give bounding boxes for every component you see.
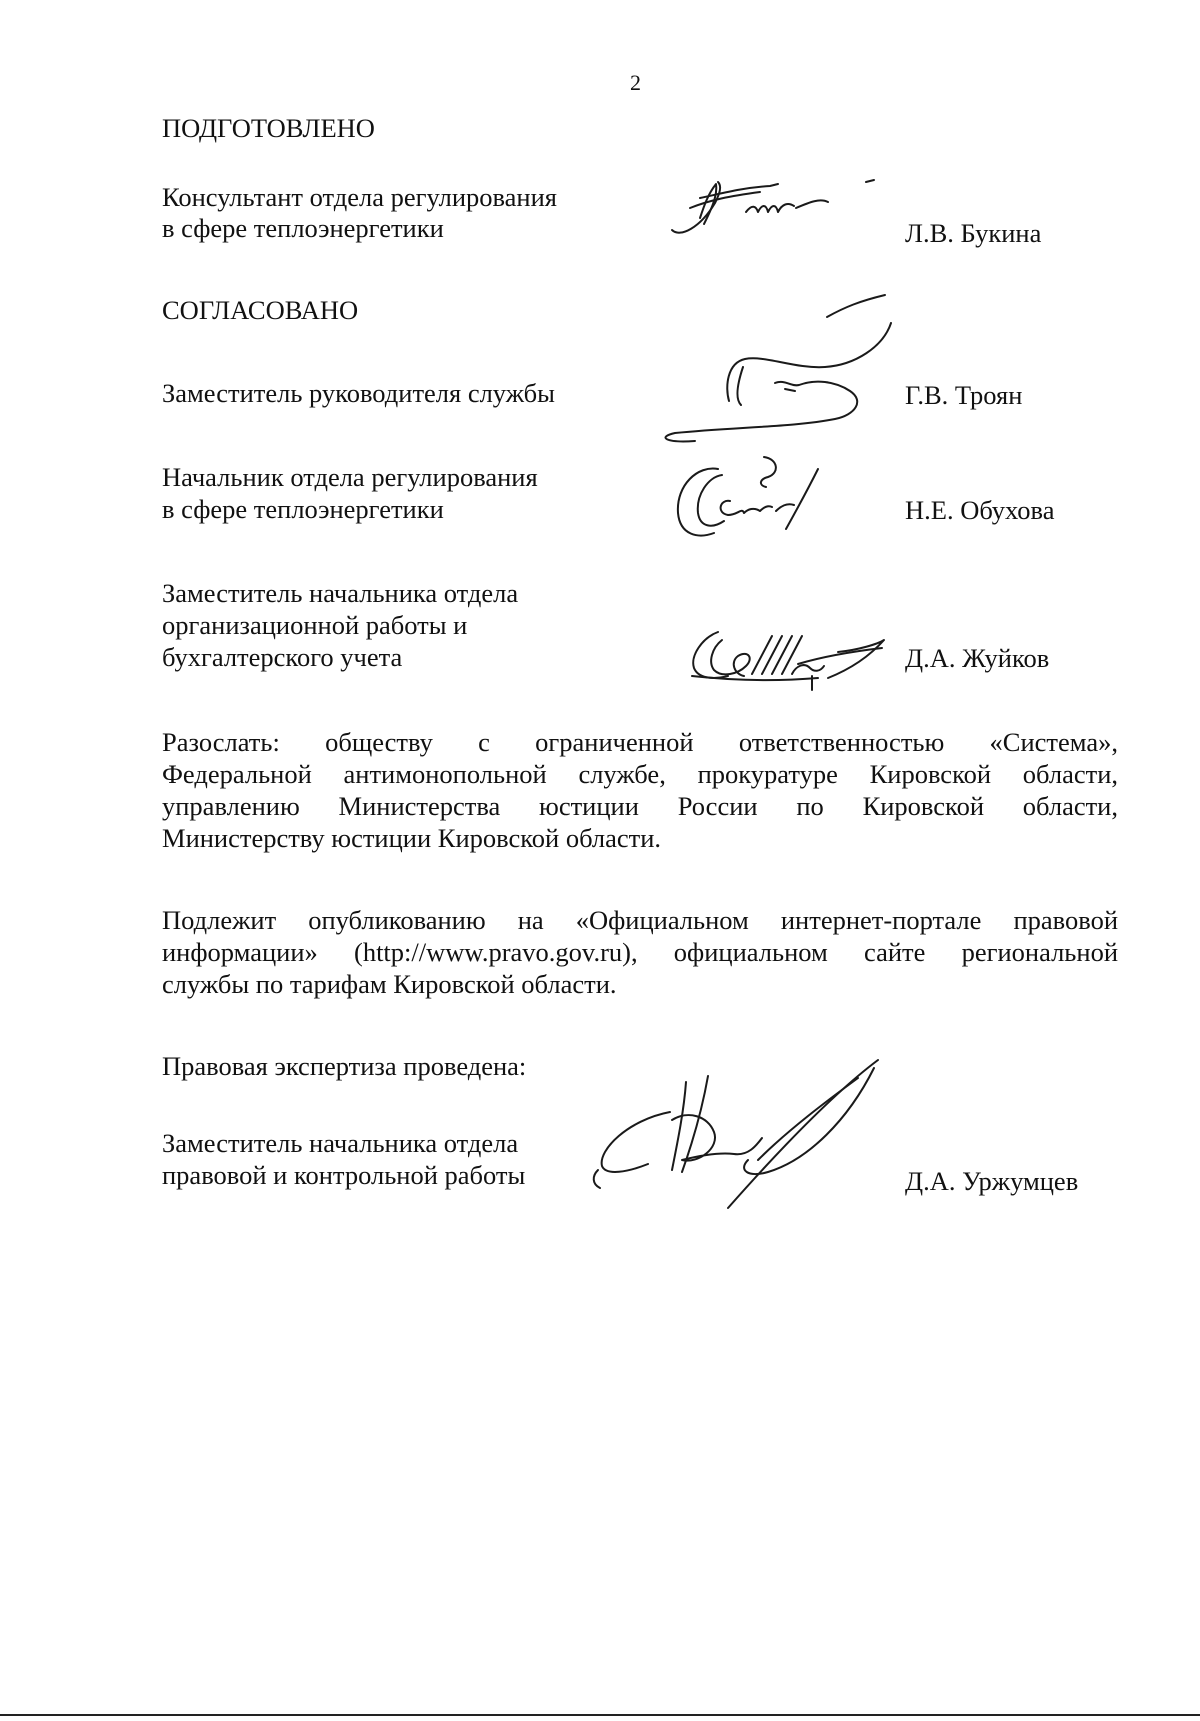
approver-2-name: Н.Е. Обухова [905,495,1055,525]
page-bottom-rule [0,1714,1200,1716]
signature-urzhumtsev [588,1060,888,1210]
legal-review-heading: Правовая экспертиза проведена: [162,1051,527,1081]
distribution-line: управлению Министерства юстиции России по Кировской области, [162,791,1118,821]
publication-line: Подлежит опубликованию на «Официальном интернет-портале правовой [162,905,1118,935]
legal-review-position-line1: Заместитель начальника отдела [162,1128,519,1158]
publication-line: информации» (http://www.pravo.gov.ru), официальном сайте региональной [162,937,1118,967]
legal-review-position-line2: правовой и контрольной работы [162,1160,526,1190]
distribution-paragraph [162,726,1118,854]
prepared-name: Л.В. Букина [905,218,1042,248]
prepared-heading: ПОДГОТОВЛЕНО [162,113,375,143]
prepared-position-line2: в сфере теплоэнергетики [162,213,444,243]
approver-3-position-line3: бухгалтерского учета [162,642,403,672]
publication-line: службы по тарифам Кировской области. [162,969,617,999]
distribution-line: Разослать: обществу с ограниченной ответственностью «Система», [162,727,1118,757]
signature-obukhova [668,455,848,545]
prepared-position-line1: Консультант отдела регулирования [162,182,557,212]
approver-3-position-line1: Заместитель начальника отдела [162,578,519,608]
approver-2-position-line2: в сфере теплоэнергетики [162,494,444,524]
approver-2-position-line1: Начальник отдела регулирования [162,462,538,492]
approver-1-position: Заместитель руководителя службы [162,378,555,408]
signature-troyan [655,295,895,460]
approved-heading: СОГЛАСОВАНО [162,295,359,325]
approver-3-position-line2: организационной работы и [162,610,468,640]
distribution-line: Министерству юстиции Кировской области. [162,823,662,853]
page-number: 2 [630,70,641,95]
signature-zhuykov [688,622,888,692]
approver-3-name: Д.А. Жуйков [905,643,1050,673]
signature-bukina [660,168,900,258]
approver-1-name: Г.В. Троян [905,380,1023,410]
distribution-line: Федеральной антимонопольной службе, прокуратуре Кировской области, [162,759,1118,789]
publication-paragraph [162,904,1118,1000]
legal-review-name: Д.А. Уржумцев [905,1166,1079,1196]
